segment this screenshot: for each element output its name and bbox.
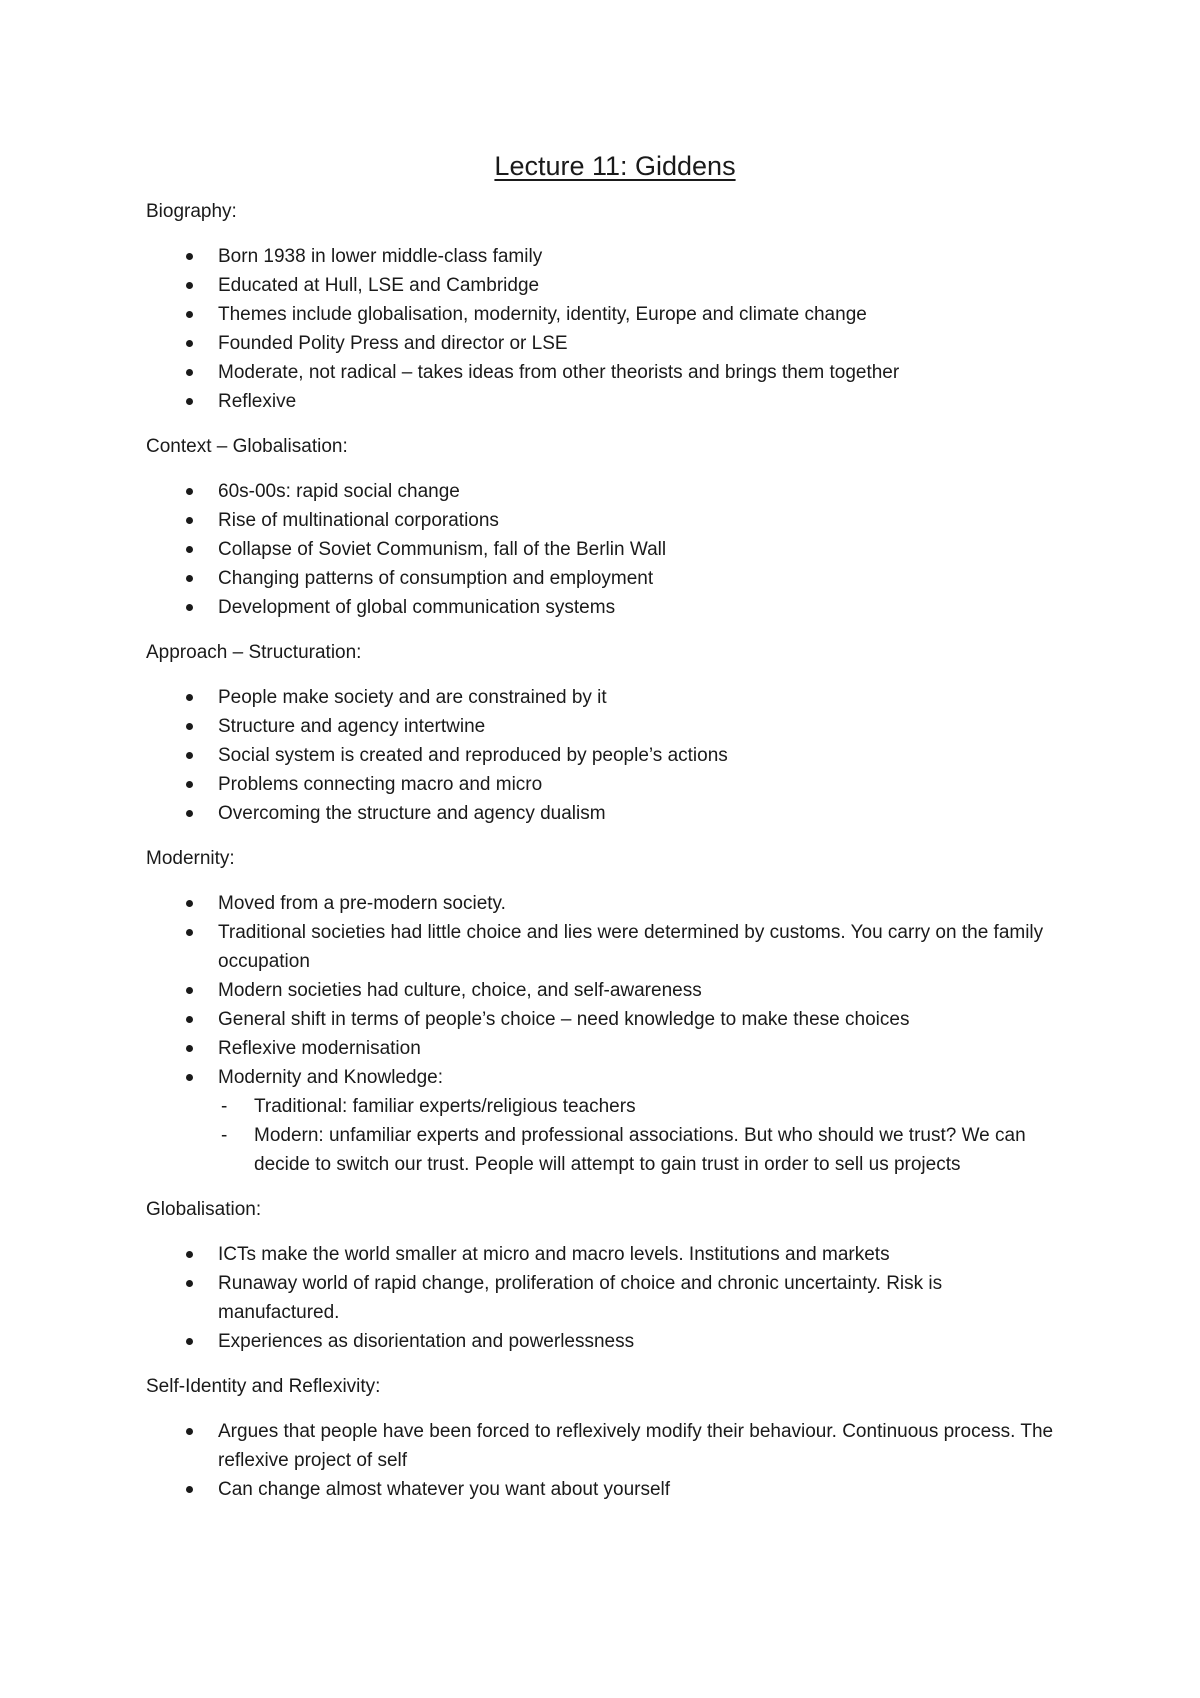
- dash-marker: -: [221, 1096, 228, 1117]
- bullet-icon: [186, 781, 193, 788]
- bullet-icon: [186, 488, 193, 495]
- bullet-icon: [186, 398, 193, 405]
- bullet-icon: [186, 575, 193, 582]
- list-item: [146, 889, 1066, 918]
- list-item-text: ICTs make the world smaller at micro and macro levels. Institutions and markets: [218, 1244, 890, 1265]
- list-item-text: Born 1938 in lower middle-class family: [218, 246, 543, 267]
- bullet-icon: [186, 1074, 193, 1081]
- list-item: [146, 387, 1066, 416]
- list-item: [146, 358, 1066, 387]
- list-item-text: Founded Polity Press and director or LSE: [218, 333, 568, 354]
- list-item-text: Moderate, not radical – takes ideas from other theorists and brings them together: [218, 362, 900, 383]
- list-item-text: Problems connecting macro and micro: [218, 774, 543, 795]
- bullet-icon: [186, 752, 193, 759]
- sections-container: [146, 197, 1066, 1504]
- list-item-text: Changing patterns of consumption and employment: [218, 568, 654, 589]
- bullet-icon: [186, 1486, 193, 1493]
- bullet-icon: [186, 546, 193, 553]
- bullet-icon: [186, 1045, 193, 1052]
- list-item: [146, 1475, 1066, 1504]
- section-heading: Biography:: [146, 201, 237, 222]
- list-item: [146, 242, 1066, 271]
- sub-list: [218, 1092, 1066, 1179]
- list-item: [146, 1034, 1066, 1063]
- list-item: [146, 976, 1066, 1005]
- list-item: [146, 564, 1066, 593]
- bullet-icon: [186, 311, 193, 318]
- list-item: [146, 918, 1066, 976]
- list-item-text: Runaway world of rapid change, proliferation of choice and chronic uncertainty. Risk is manufactured.: [218, 1273, 943, 1323]
- list-item-text: Reflexive: [218, 391, 297, 412]
- list-item: [146, 1063, 1066, 1179]
- sub-list-item-text: Modern: unfamiliar experts and professional associations. But who should we trust? We can decide to switch our trust. People will attempt to gain trust in order to sell us projects: [254, 1125, 1026, 1175]
- bullet-list: [146, 683, 1066, 828]
- list-item-text: Moved from a pre-modern society.: [218, 893, 506, 914]
- list-item-text: 60s-00s: rapid social change: [218, 481, 460, 502]
- list-item-text: Educated at Hull, LSE and Cambridge: [218, 275, 540, 296]
- page-title: Lecture 11: Giddens: [494, 151, 736, 181]
- section-heading: Self-Identity and Reflexivity:: [146, 1376, 381, 1397]
- bullet-list: [146, 1417, 1066, 1504]
- list-item-text: Rise of multinational corporations: [218, 510, 499, 531]
- list-item: [146, 329, 1066, 358]
- list-item: [146, 683, 1066, 712]
- sub-list-item: [218, 1092, 1066, 1121]
- bullet-icon: [186, 517, 193, 524]
- bullet-icon: [186, 900, 193, 907]
- bullet-icon: [186, 1016, 193, 1023]
- list-item-text: Themes include globalisation, modernity, identity, Europe and climate change: [218, 304, 867, 325]
- bullet-list: [146, 1240, 1066, 1356]
- list-item: [146, 506, 1066, 535]
- section-heading: Approach – Structuration:: [146, 642, 362, 663]
- document-body: [146, 148, 1066, 1520]
- sub-list-item: [218, 1121, 1066, 1179]
- bullet-icon: [186, 369, 193, 376]
- bullet-icon: [186, 694, 193, 701]
- list-item: [146, 300, 1066, 329]
- list-item-text: Traditional societies had little choice and lies were determined by customs. You carry on the family occupation: [218, 922, 1044, 972]
- list-item-text: Modern societies had culture, choice, and self-awareness: [218, 980, 702, 1001]
- bullet-list: [146, 242, 1066, 416]
- list-item: [146, 271, 1066, 300]
- list-item-text: General shift in terms of people’s choice – need knowledge to make these choices: [218, 1009, 910, 1030]
- list-item: [146, 770, 1066, 799]
- bullet-icon: [186, 282, 193, 289]
- bullet-icon: [186, 929, 193, 936]
- list-item: [146, 1005, 1066, 1034]
- list-item: [146, 477, 1066, 506]
- list-item-text: Overcoming the structure and agency dualism: [218, 803, 606, 824]
- list-item-text: Modernity and Knowledge:: [218, 1067, 443, 1088]
- bullet-icon: [186, 1338, 193, 1345]
- list-item: [146, 1327, 1066, 1356]
- bullet-icon: [186, 604, 193, 611]
- section-heading: Context – Globalisation:: [146, 436, 348, 457]
- section-heading: Modernity:: [146, 848, 235, 869]
- list-item: [146, 741, 1066, 770]
- section-heading: Globalisation:: [146, 1199, 262, 1220]
- list-item-text: Can change almost whatever you want about yourself: [218, 1479, 671, 1500]
- list-item-text: People make society and are constrained by it: [218, 687, 607, 708]
- list-item: [146, 1240, 1066, 1269]
- bullet-list: [146, 477, 1066, 622]
- list-item-text: Development of global communication systems: [218, 597, 616, 618]
- list-item-text: Structure and agency intertwine: [218, 716, 486, 737]
- list-item: [146, 593, 1066, 622]
- list-item-text: Social system is created and reproduced by people’s actions: [218, 745, 728, 766]
- list-item: [146, 1269, 1066, 1327]
- list-item: [146, 1417, 1066, 1475]
- list-item-text: Experiences as disorientation and powerlessness: [218, 1331, 635, 1352]
- bullet-icon: [186, 810, 193, 817]
- bullet-icon: [186, 1280, 193, 1287]
- sub-list-item-text: Traditional: familiar experts/religious teachers: [254, 1096, 636, 1117]
- dash-marker: -: [221, 1125, 228, 1146]
- list-item: [146, 535, 1066, 564]
- bullet-icon: [186, 253, 193, 260]
- list-item: [146, 799, 1066, 828]
- bullet-icon: [186, 987, 193, 994]
- bullet-icon: [186, 340, 193, 347]
- list-item: [146, 712, 1066, 741]
- list-item-text: Reflexive modernisation: [218, 1038, 421, 1059]
- bullet-icon: [186, 1428, 193, 1435]
- bullet-icon: [186, 1251, 193, 1258]
- list-item-text: Argues that people have been forced to reflexively modify their behaviour. Continuous process. The reflexive project of self: [218, 1421, 1054, 1471]
- list-item-text: Collapse of Soviet Communism, fall of the Berlin Wall: [218, 539, 667, 560]
- bullet-icon: [186, 723, 193, 730]
- bullet-list: [146, 889, 1066, 1179]
